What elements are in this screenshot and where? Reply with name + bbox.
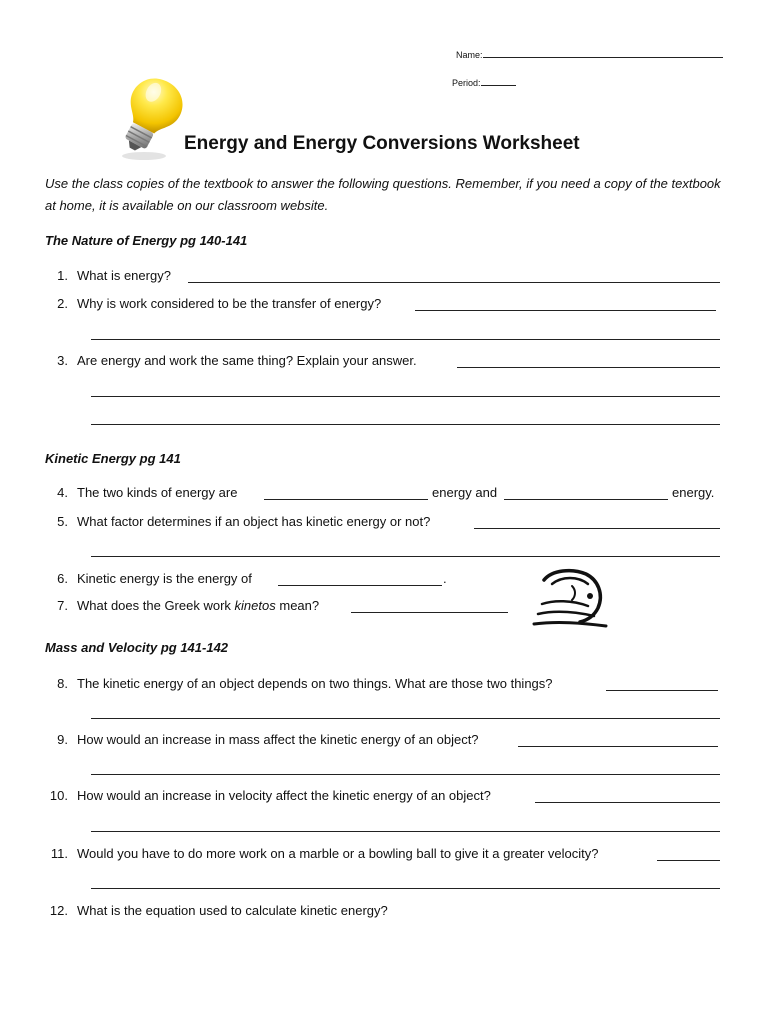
answer-blank[interactable]	[504, 499, 668, 500]
period-field[interactable]	[452, 75, 516, 88]
question-12	[32, 902, 722, 920]
question-text: Kinetic energy is the energy of	[77, 571, 252, 586]
question-text: How would an increase in mass affect the kinetic energy of an object?	[77, 732, 479, 747]
question-number: 8.	[57, 676, 68, 691]
answer-line[interactable]	[606, 690, 718, 691]
answer-line[interactable]	[415, 310, 716, 311]
question-italic-term: kinetos	[234, 598, 276, 613]
rolling-ball-icon	[532, 566, 608, 628]
answer-line[interactable]	[91, 556, 720, 557]
question-text: energy and	[432, 485, 498, 500]
question-number: 2.	[57, 296, 68, 311]
question-number: 3.	[57, 353, 68, 368]
question-text: .	[443, 571, 447, 586]
answer-line[interactable]	[474, 528, 720, 529]
question-text: What does the Greek work	[77, 598, 231, 613]
name-blank[interactable]	[483, 47, 723, 58]
question-text: Are energy and work the same thing? Explain your answer.	[77, 353, 417, 368]
answer-line[interactable]	[91, 424, 720, 425]
answer-line[interactable]	[91, 396, 720, 397]
question-number: 12.	[49, 903, 68, 918]
question-text: mean?	[279, 598, 320, 613]
question-text: energy.	[672, 485, 715, 500]
lightbulb-icon	[112, 72, 192, 164]
section-heading-kinetic-energy: Kinetic Energy pg 141	[45, 451, 181, 466]
question-number: 5.	[57, 514, 68, 529]
question-number: 7.	[57, 598, 68, 613]
answer-line[interactable]	[518, 746, 718, 747]
intro-text: Use the class copies of the textbook to answer the following questions. Remember, if you need a copy of the textbook at home, it is available on our classroom website.	[45, 176, 721, 213]
question-text: What is energy?	[77, 268, 171, 283]
answer-line[interactable]	[188, 282, 720, 283]
answer-blank[interactable]	[278, 585, 442, 586]
section-heading-mass-and-velocity: Mass and Velocity pg 141-142	[45, 640, 229, 655]
page-title: Energy and Energy Conversions Worksheet	[184, 133, 580, 154]
answer-blank[interactable]	[264, 499, 428, 500]
question-text: The kinetic energy of an object depends on two things. What are those two things?	[77, 676, 553, 691]
section-heading-nature-of-energy: The Nature of Energy pg 140-141	[45, 233, 248, 248]
period-blank[interactable]	[481, 75, 516, 86]
question-number: 4.	[57, 485, 68, 500]
question-text: Would you have to do more work on a marble or a bowling ball to give it a greater velocity?	[77, 846, 599, 861]
name-field[interactable]	[456, 47, 723, 60]
period-label: Period:	[452, 78, 481, 88]
answer-line[interactable]	[535, 802, 720, 803]
question-number: 11.	[50, 846, 68, 861]
answer-line[interactable]	[91, 888, 720, 889]
answer-line[interactable]	[91, 774, 720, 775]
question-number: 6.	[57, 571, 68, 586]
answer-line[interactable]	[657, 860, 720, 861]
question-number: 9.	[57, 732, 68, 747]
answer-line[interactable]	[91, 831, 720, 832]
question-text: What is the equation used to calculate kinetic energy?	[77, 903, 388, 918]
question-text: How would an increase in velocity affect the kinetic energy of an object?	[77, 788, 491, 803]
question-text: Why is work considered to be the transfer of energy?	[77, 296, 382, 311]
question-text: What factor determines if an object has kinetic energy or not?	[77, 514, 431, 529]
question-11	[32, 845, 722, 863]
answer-line[interactable]	[91, 718, 720, 719]
question-number: 1.	[57, 268, 68, 283]
question-number: 10.	[49, 788, 68, 803]
name-label: Name:	[456, 50, 483, 60]
answer-blank[interactable]	[351, 612, 508, 613]
answer-line[interactable]	[91, 339, 720, 340]
answer-line[interactable]	[457, 367, 720, 368]
question-text: The two kinds of energy are	[77, 485, 238, 500]
